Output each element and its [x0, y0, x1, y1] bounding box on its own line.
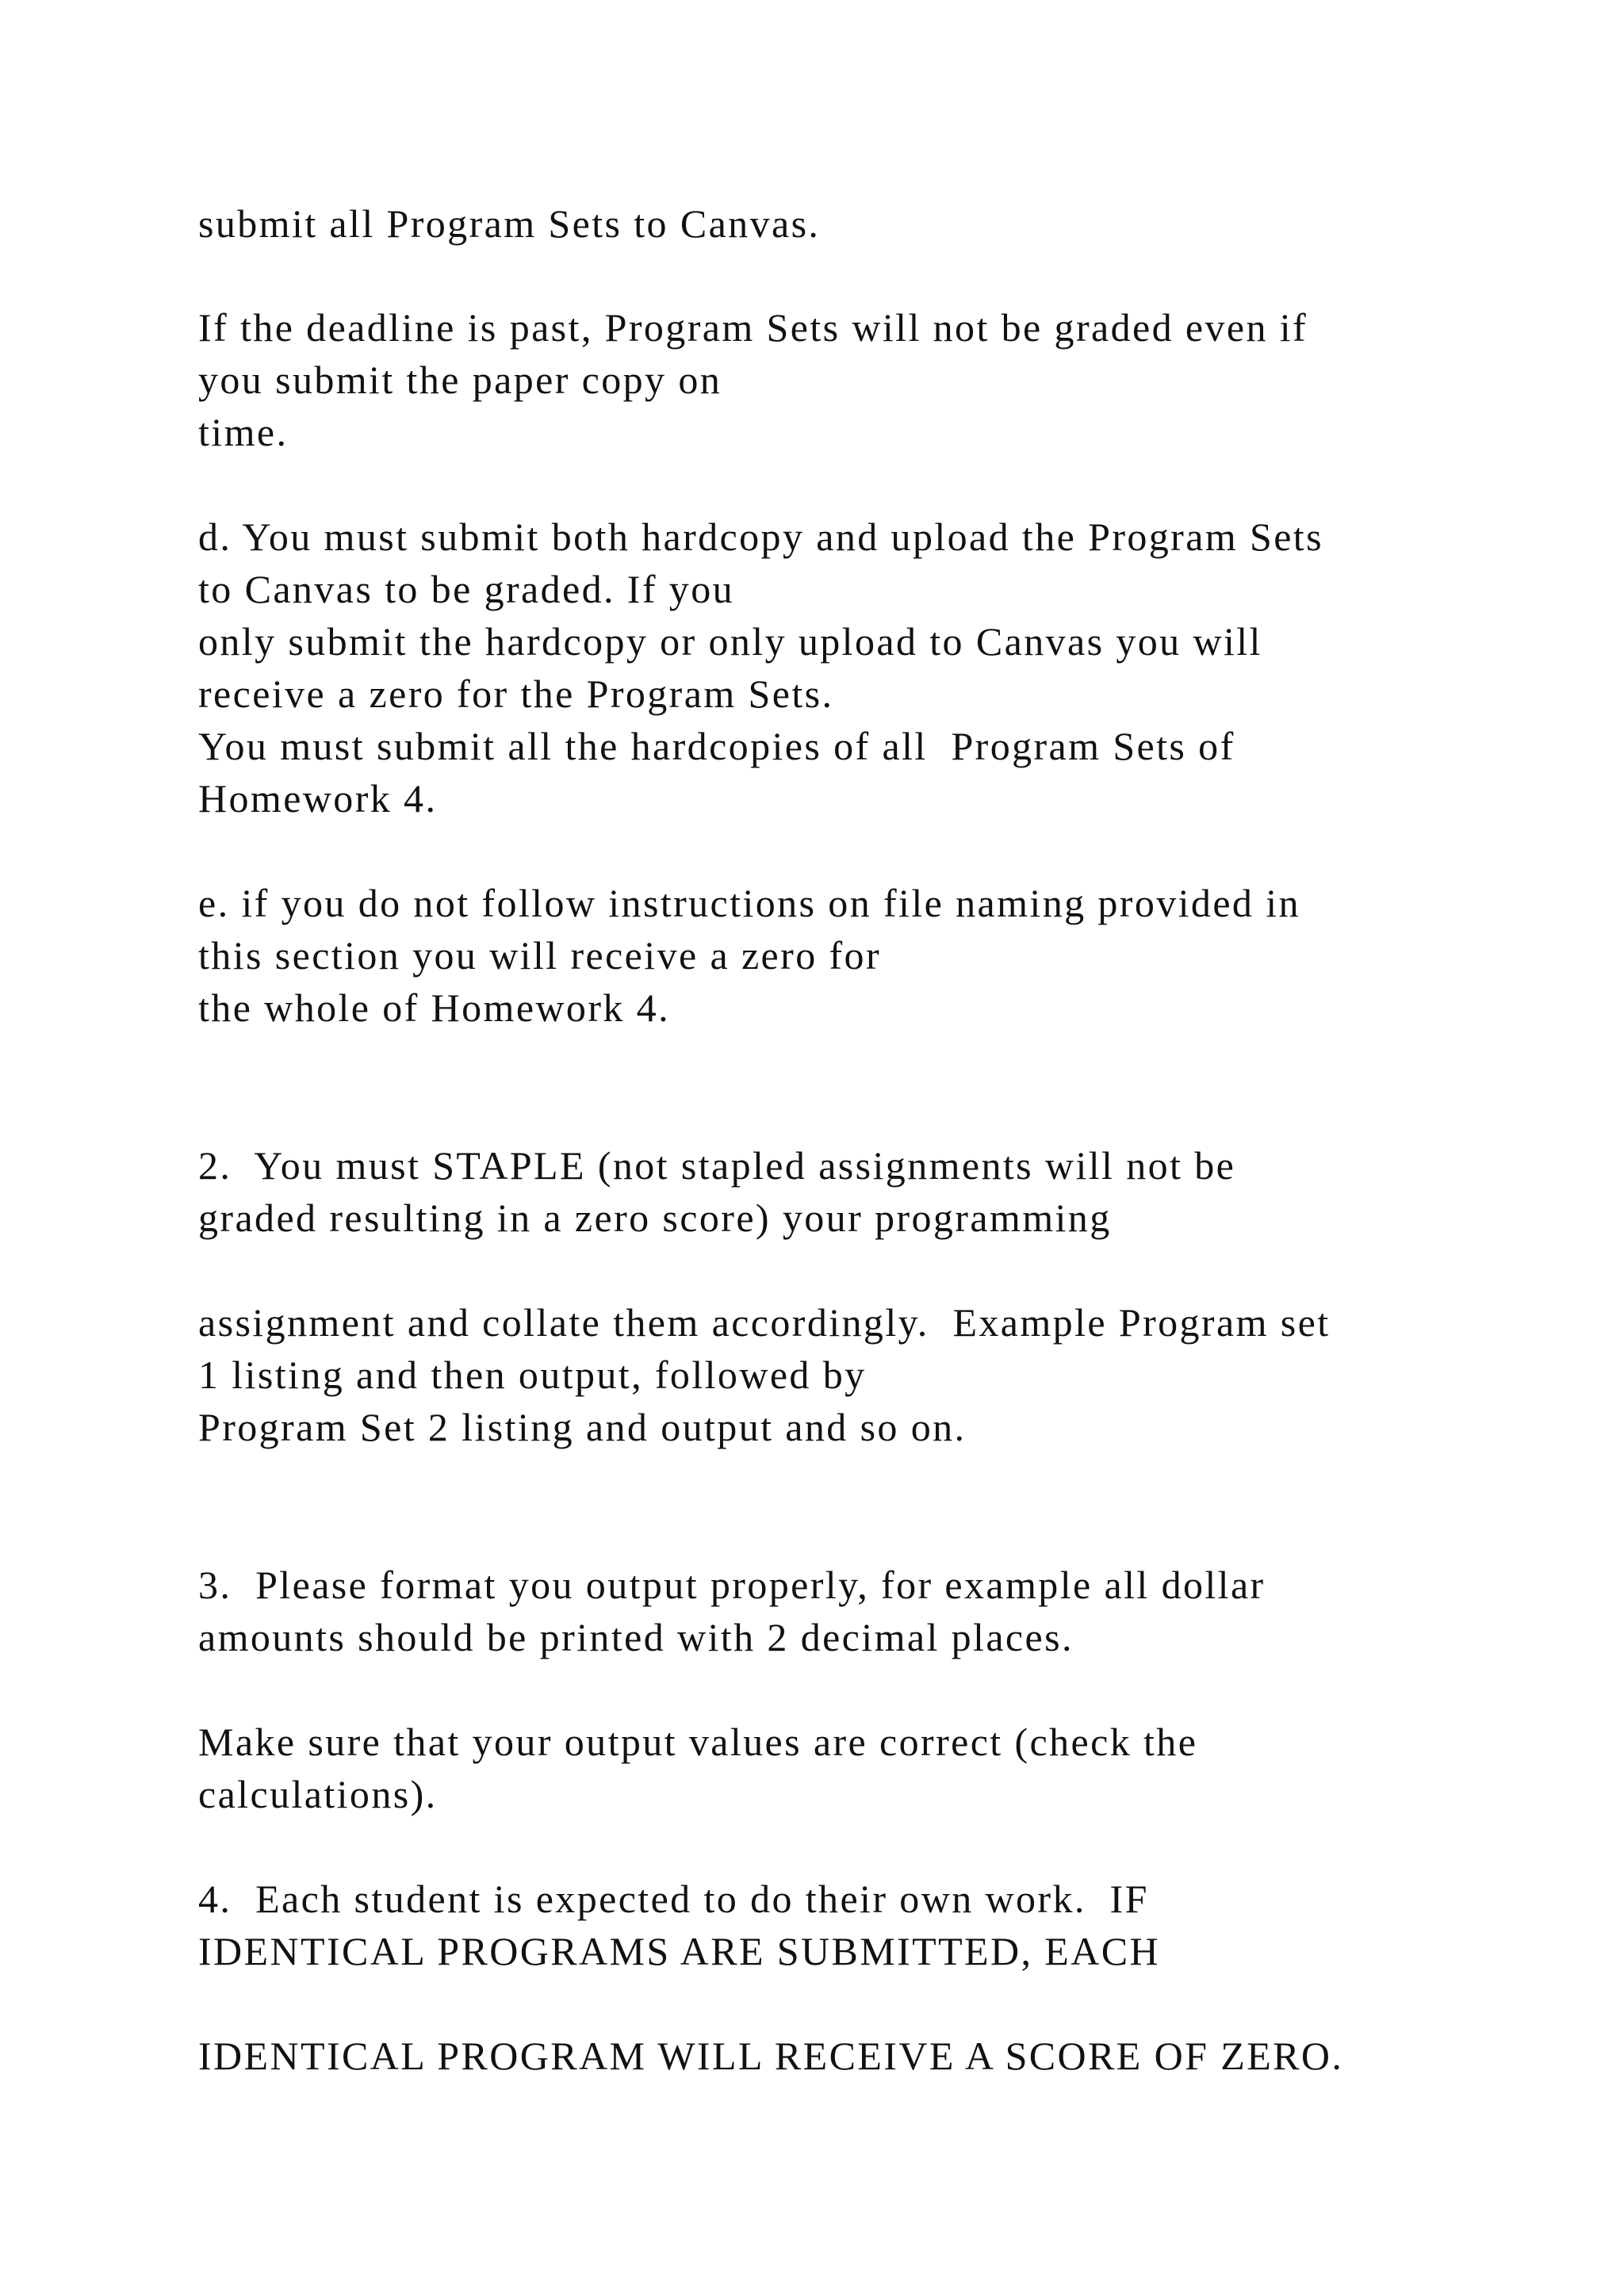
text-line: 3. Please format you output properly, for example all dollar	[198, 1563, 1266, 1607]
text-line: 4. Each student is expected to do their own work. IF	[198, 1877, 1149, 1921]
text-line: assignment and collate them accordingly. Example Program set	[198, 1300, 1331, 1345]
text-line: the whole of Homework 4.	[198, 985, 670, 1030]
text-line: to Canvas to be graded. If you	[198, 567, 735, 611]
text-line: IDENTICAL PROGRAM WILL RECEIVE A SCORE OF ZERO.	[198, 2034, 1344, 2078]
text-line: calculations).	[198, 1772, 438, 1816]
text-line: Homework 4.	[198, 776, 438, 821]
text-line: 2. You must STAPLE (not stapled assignments will not be	[198, 1143, 1236, 1188]
text-line: graded resulting in a zero score) your programming	[198, 1196, 1112, 1240]
text-line: Program Set 2 listing and output and so on.	[198, 1405, 967, 1449]
text-line: this section you will receive a zero for	[198, 933, 881, 978]
text-line: amounts should be printed with 2 decimal places.	[198, 1615, 1074, 1659]
text-line: d. You must submit both hardcopy and upload the Program Sets	[198, 515, 1323, 559]
text-line: receive a zero for the Program Sets.	[198, 672, 834, 716]
text-line: only submit the hardcopy or only upload to Canvas you will	[198, 619, 1262, 664]
text-line: If the deadline is past, Program Sets will not be graded even if	[198, 305, 1308, 350]
text-line: e. if you do not follow instructions on file naming provided in	[198, 881, 1300, 925]
text-line: 1 listing and then output, followed by	[198, 1353, 867, 1397]
text-line: you submit the paper copy on	[198, 358, 722, 402]
text-line: IDENTICAL PROGRAMS ARE SUBMITTED, EACH	[198, 1929, 1161, 1973]
text-line: You must submit all the hardcopies of all Program Sets of	[198, 724, 1235, 768]
text-line: time.	[198, 410, 289, 454]
text-line: Make sure that your output values are correct (check the	[198, 1720, 1198, 1764]
text-line: submit all Program Sets to Canvas.	[198, 201, 821, 246]
